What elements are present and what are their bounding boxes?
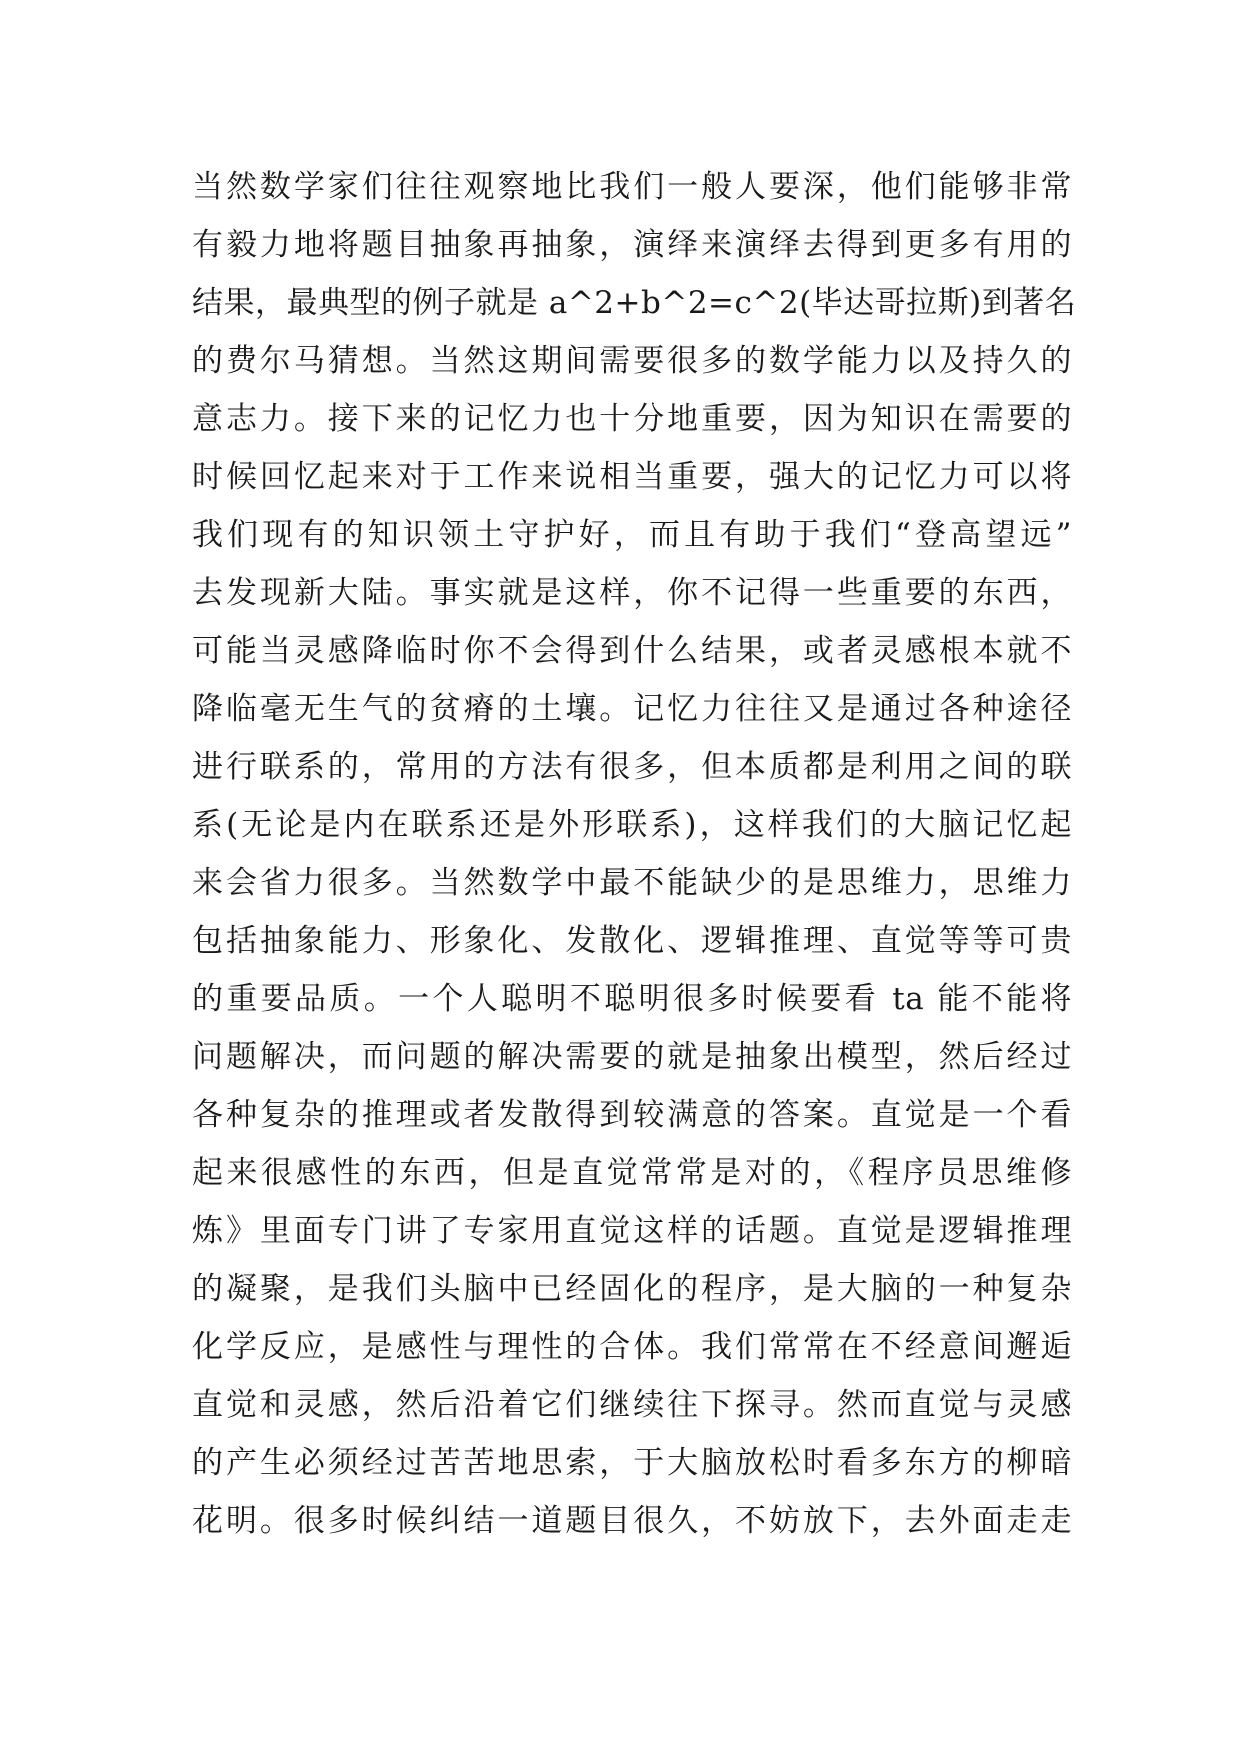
text-line: 有毅力地将题目抽象再抽象，演绎来演绎去得到更多有用的 [192, 227, 1072, 263]
text-line: 起来很感性的东西，但是直觉常常是对的，《程序员思维修 [192, 1155, 1072, 1191]
text-line: 的费尔马猜想。当然这期间需要很多的数学能力以及持久的 [192, 343, 1072, 379]
text-line: 结果，最典型的例子就是 a^2+b^2=c^2(毕达哥拉斯)到著名 [192, 285, 1077, 321]
text-line: 我们现有的知识领土守护好，而且有助于我们“登高望远” [192, 517, 1072, 553]
text-line: 时候回忆起来对于工作来说相当重要，强大的记忆力可以将 [192, 459, 1072, 495]
text-line: 意志力。接下来的记忆力也十分地重要，因为知识在需要的 [192, 401, 1072, 437]
text-line: 的凝聚，是我们头脑中已经固化的程序，是大脑的一种复杂 [192, 1271, 1072, 1307]
body-text [192, 158, 1077, 1550]
text-line: 问题解决，而问题的解决需要的就是抽象出模型，然后经过 [192, 1039, 1072, 1075]
text-line: 系(无论是内在联系还是外形联系)，这样我们的大脑记忆起 [192, 807, 1072, 843]
text-line: 化学反应，是感性与理性的合体。我们常常在不经意间邂逅 [192, 1329, 1072, 1365]
text-line: 直觉和灵感，然后沿着它们继续往下探寻。然而直觉与灵感 [192, 1387, 1072, 1423]
text-line: 包括抽象能力、形象化、发散化、逻辑推理、直觉等等可贵 [192, 923, 1072, 959]
text-line: 花明。很多时候纠结一道题目很久，不妨放下，去外面走走 [192, 1503, 1072, 1539]
text-line: 去发现新大陆。事实就是这样，你不记得一些重要的东西， [192, 575, 1072, 611]
text-line: 进行联系的，常用的方法有很多，但本质都是利用之间的联 [192, 749, 1072, 785]
text-line: 各种复杂的推理或者发散得到较满意的答案。直觉是一个看 [192, 1097, 1072, 1133]
text-line: 的重要品质。一个人聪明不聪明很多时候要看 ta 能不能将 [192, 981, 1072, 1017]
text-line: 的产生必须经过苦苦地思索，于大脑放松时看多东方的柳暗 [192, 1445, 1072, 1481]
text-line: 来会省力很多。当然数学中最不能缺少的是思维力，思维力 [192, 865, 1072, 901]
text-line: 可能当灵感降临时你不会得到什么结果，或者灵感根本就不 [192, 633, 1072, 669]
text-line: 当然数学家们往往观察地比我们一般人要深，他们能够非常 [192, 169, 1072, 205]
text-line: 炼》里面专门讲了专家用直觉这样的话题。直觉是逻辑推理 [192, 1213, 1072, 1249]
text-line: 降临毫无生气的贫瘠的土壤。记忆力往往又是通过各种途径 [192, 691, 1072, 727]
